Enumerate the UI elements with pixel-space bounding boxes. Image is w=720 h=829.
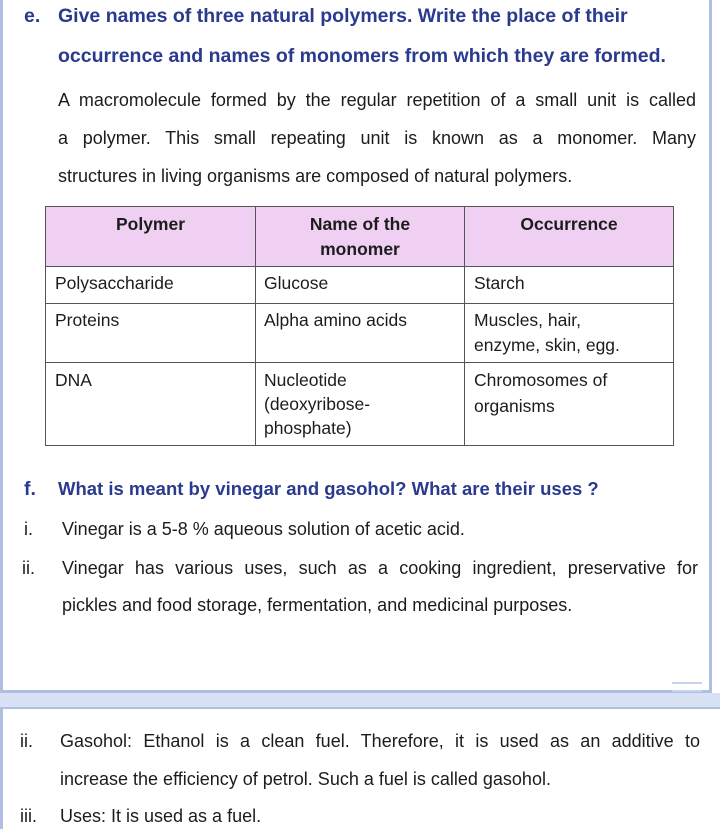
definition-line-1: A macromolecule formed by the regular repetition of a small unit is called [58,90,696,110]
header-monomer-line-2: monomer [320,239,400,259]
header-monomer [256,212,464,262]
definition-line-2: a polymer. This small repeating unit is known as a monomer. Many [58,128,696,148]
answer-cont-2-number: iii. [20,806,37,826]
table-row-divider [46,362,673,363]
question-e-label: e. [24,5,41,27]
cell-occurrence-3 [474,368,607,418]
answer-cont-2-text: Uses: It is used as a fuel. [60,806,262,826]
polymer-table [45,206,674,446]
header-monomer-line-1: Name of the [309,214,411,234]
definition-line-3: structures in living organisms are composed of natural polymers. [58,166,573,186]
answer-f-1-text: Vinegar is a 5-8 % aqueous solution of acetic acid. [62,519,465,539]
question-f [0,478,720,504]
cell-monomer-1: Glucose [264,273,329,293]
question-f-text: What is meant by vinegar and gasohol? What are their uses ? [58,478,599,499]
page-corner-mark [672,682,702,692]
header-polymer: Polymer [115,214,186,234]
question-f-label: f. [24,478,36,500]
answer-f-2-number: ii. [22,558,35,578]
answer-cont-1-line-1: Gasohol: Ethanol is a clean fuel. Therefore, it is used as an additive to [60,731,700,751]
header-occurrence: Occurrence [520,214,618,234]
question-e-line-1: Give names of three natural polymers. Write the place of their [58,5,628,27]
cell-monomer-3-line-1: Nucleotide [264,370,347,390]
answer-f-2-line-1: Vinegar has various uses, such as a cooking ingredient, preservative for [62,558,698,578]
cell-occurrence-3-line-2: organisms [474,396,555,416]
question-e-line-2: occurrence and names of monomers from which they are formed. [58,45,666,67]
page-gap [0,693,720,707]
answer-cont-1-number: ii. [20,731,33,751]
cell-occurrence-3-line-1: Chromosomes of [474,370,608,390]
table-col-divider [464,207,465,445]
answer-f-1-number: i. [24,519,33,539]
cell-monomer-3-line-2: (deoxyribose- [264,394,371,414]
cell-occurrence-2-line-2: enzyme, skin, egg. [474,335,620,355]
question-e [0,0,720,80]
polymer-definition [58,88,698,188]
cell-monomer-3-line-3: phosphate) [264,418,352,438]
table-row-divider [46,303,673,304]
cell-polymer-1: Polysaccharide [55,273,174,293]
cell-monomer-3 [264,368,370,440]
cell-occurrence-1: Starch [474,273,525,293]
cell-polymer-3: DNA [55,370,92,390]
answer-cont-1-line-2: increase the efficiency of petrol. Such a fuel is called gasohol. [60,769,551,789]
answer-f-2-line-2: pickles and food storage, fermentation, and medicinal purposes. [62,595,573,615]
cell-monomer-2: Alpha amino acids [264,310,407,330]
cell-polymer-2: Proteins [55,310,120,330]
cell-occurrence-2 [474,308,620,357]
cell-occurrence-2-line-1: Muscles, hair, [474,310,581,330]
